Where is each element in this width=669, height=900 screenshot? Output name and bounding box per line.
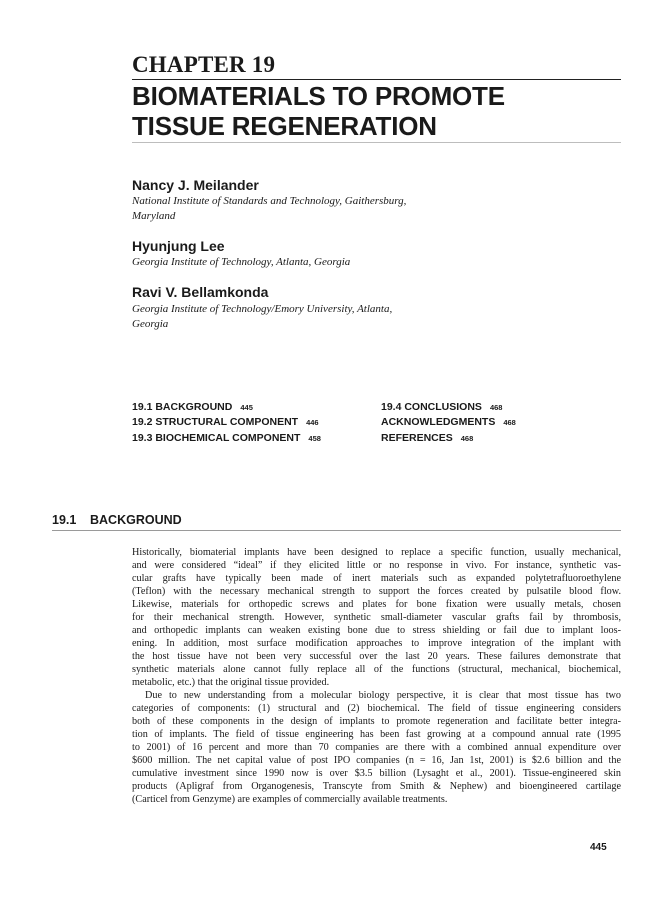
body-line: Due to new understanding from a molecular biology perspective, it is clear that most tissue has two <box>145 690 621 701</box>
section-number: 19.1 <box>52 513 77 527</box>
body-line: synthetic materials alone cannot fully replace all of the functions (structural, mechanical, biochemical, <box>132 664 621 675</box>
body-line: products (Apligraf from Organogenesis, Transcyte from Smith & Nephew) and bioengineered cartilage <box>132 781 621 792</box>
author-affiliation <box>132 302 462 332</box>
chapter-label: CHAPTER 19 <box>132 52 276 77</box>
body-line: metabolic, etc.) that the original tissue provided. <box>132 677 330 688</box>
body-line: categories of components: (1) structural and (2) biochemical. The field of tissue engineering considers <box>132 703 621 714</box>
affiliation-line: Georgia Institute of Technology, Atlanta, Georgia <box>132 256 351 268</box>
toc-entry[interactable] <box>381 415 516 430</box>
body-line: and orthopedic implants can weaken existing bone due to stress shielding or fail due to implant loos- <box>132 625 621 636</box>
title-rule <box>132 142 621 143</box>
affiliation-line: National Institute of Standards and Technology, Gaithersburg, <box>132 195 407 207</box>
toc-label: 19.1 BACKGROUND <box>132 401 233 413</box>
toc-page: 468 <box>503 418 516 428</box>
body-line: the host tissue have not been very successful over the last 20 years. These failures demonstrate that <box>132 651 621 662</box>
affiliation-line: Georgia Institute of Technology/Emory University, Atlanta, <box>132 303 393 315</box>
body-line: Likewise, materials for orthopedic screws and plates for bone fixation were usually metals, chosen <box>132 599 621 610</box>
toc-page: 445 <box>240 403 253 412</box>
body-line: for their mechanical strength. However, synthetic small-diameter vascular grafts fail by thrombosis, <box>132 612 621 623</box>
author-affiliation <box>132 194 462 224</box>
body-line: tion of implants. The field of tissue engineering has been fast growing at a compound annual rate (1995 <box>132 729 621 740</box>
body-line: cular grafts have typically been made of inert materials such as expanded polytetrafluoroethylene <box>132 573 621 584</box>
body-line: (Teflon) with the necessary mechanical strength to support the forces created by pulsatile blood flow. <box>132 586 621 597</box>
body-line: both of these components in the design of implants to promote regeneration and facilitate better integra- <box>132 716 621 727</box>
toc-entry[interactable] <box>381 400 516 415</box>
author-name: Ravi V. Bellamkonda <box>132 284 269 300</box>
section-title: BACKGROUND <box>90 513 182 527</box>
toc-label: 19.4 CONCLUSIONS <box>381 401 482 413</box>
author-name: Hyunjung Lee <box>132 238 225 254</box>
chapter-title-line: TISSUE REGENERATION <box>132 111 437 141</box>
toc-page: 468 <box>460 433 474 443</box>
toc-page: 468 <box>489 403 503 412</box>
toc-entry[interactable] <box>132 415 321 430</box>
toc-label: 19.3 BIOCHEMICAL COMPONENT <box>132 431 301 444</box>
toc-right-column <box>381 400 516 446</box>
chapter-title <box>132 81 505 141</box>
body-line: cumulative investment since 1990 now is over $3.5 billion (Lysaght et al., 2001). Tissue-engineered skin <box>132 768 621 779</box>
toc-page: 446 <box>306 418 319 428</box>
chapter-rule <box>132 79 621 80</box>
chapter-title-line: BIOMATERIALS TO PROMOTE <box>132 81 505 111</box>
body-line: to 2001) of 16 percent and more than 70 companies are there with a combined annual expenditure over <box>132 742 621 753</box>
toc-entry[interactable] <box>132 431 321 446</box>
author-name: Nancy J. Meilander <box>132 177 259 193</box>
body-line: and were considered “ideal” if they elicited little or no response in vivo. For instance, synthetic vas- <box>132 560 621 571</box>
section-heading <box>52 513 182 527</box>
toc-left-column <box>132 400 321 446</box>
section-rule <box>52 530 621 531</box>
author-affiliation <box>132 255 462 270</box>
toc-entry[interactable] <box>381 431 516 446</box>
body-line: ening. In addition, most surface modification approaches to improve integration of the implant with <box>132 638 621 649</box>
toc-label: 19.2 STRUCTURAL COMPONENT <box>132 416 299 429</box>
affiliation-line: Maryland <box>132 210 176 222</box>
toc-entry[interactable] <box>132 400 321 415</box>
body-line: (Carticel from Genzyme) are examples of commercially available treatments. <box>132 794 448 805</box>
affiliation-line: Georgia <box>132 318 169 330</box>
toc-label: ACKNOWLEDGMENTS <box>381 416 496 429</box>
toc-label: REFERENCES <box>381 431 453 444</box>
body-line: Historically, biomaterial implants have been designed to replace a specific function, usually mechanical, <box>132 547 621 558</box>
page-number: 445 <box>590 842 607 853</box>
toc-page: 458 <box>308 433 321 443</box>
body-line: $600 million. The net capital value of post IPO companies (n = 16, Jan 1st, 2001) is $2.6 billion and the <box>132 755 621 766</box>
